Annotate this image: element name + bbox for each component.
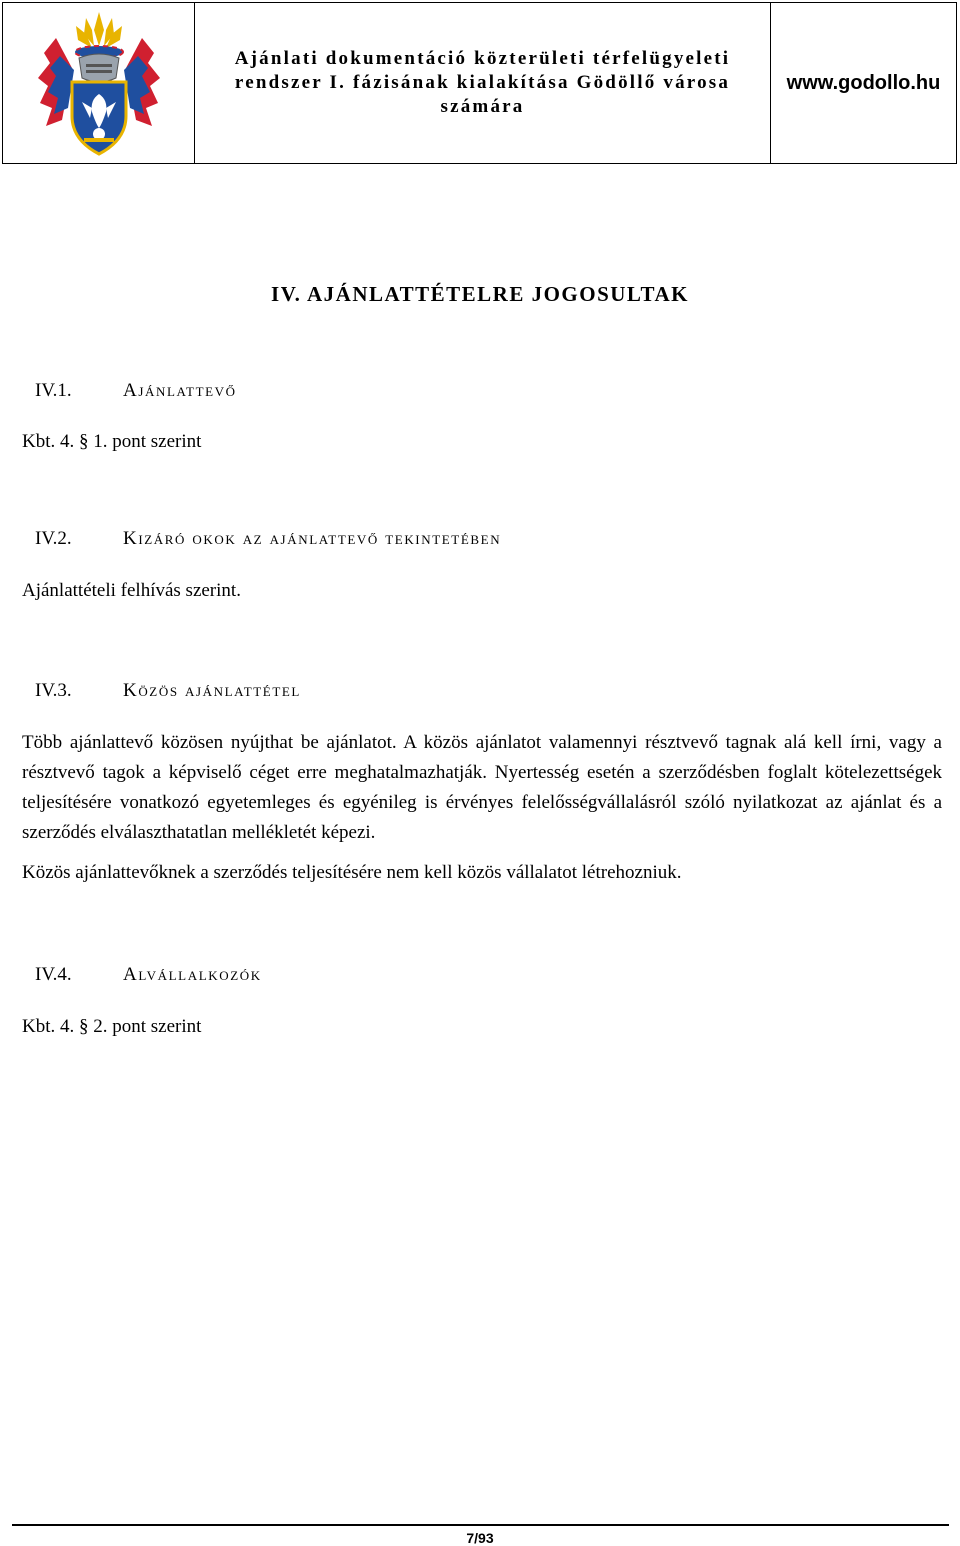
section-number: IV.4. [35,964,72,985]
section-title: Ajánlattevő [123,380,237,401]
section-heading-iv1 [35,380,237,402]
document-title-cell [195,3,771,163]
logo-cell [3,3,195,163]
section-title: Alvállalkozók [123,964,262,985]
section-heading-iv3 [35,680,301,702]
section-body-iv1: Kbt. 4. § 1. pont szerint [22,431,202,452]
section-body-iv2: Ajánlattételi felhívás szerint. [22,580,241,601]
section-number: IV.2. [35,528,72,549]
section-body-iv4: Kbt. 4. § 2. pont szerint [22,1016,202,1037]
section-paragraph-iv3-2: Közös ajánlattevőknek a szerződés teljesítésére nem kell közös vállalatot létrehozniuk. [22,862,682,883]
section-number: IV.3. [35,680,72,701]
section-heading-iv2 [35,528,501,550]
url-cell [771,3,956,163]
section-number: IV.1. [35,380,72,401]
document-title: Ajánlati dokumentáció közterületi térfelügyeleti rendszer I. fázisának kialakítása Gödöllő városa számára [234,48,731,117]
page-header [2,2,957,164]
website-url: www.godollo.hu [786,71,941,94]
section-heading-iv4 [35,964,262,986]
section-title: Közös ajánlattétel [123,680,301,701]
section-title: Kizáró okok az ajánlattevő tekintetében [123,528,502,549]
section-paragraph-iv3-1: Több ajánlattevő közösen nyújthat be ajánlatot. A közös ajánlatot valamennyi résztvevő tagnak alá kell írni, vagy a résztvevő tagok a képviselő céget erre meghatalmazhatják. Nyertesség esetén a szerződésben foglalt kötelezettségek teljesítésére vonatkozó egyetemleges és egyénileg is érvényes felelősségvállalásról szóló nyilatkozat az ajánlat és a szerződés elválaszthatatlan mellékletét képezi. [22,732,942,843]
chapter-title: IV. AJÁNLATTÉTELRE JOGOSULTAK [271,282,689,306]
page-number: 7/93 [466,1530,494,1546]
footer-divider [12,1524,949,1526]
coat-of-arms-icon [34,8,164,158]
